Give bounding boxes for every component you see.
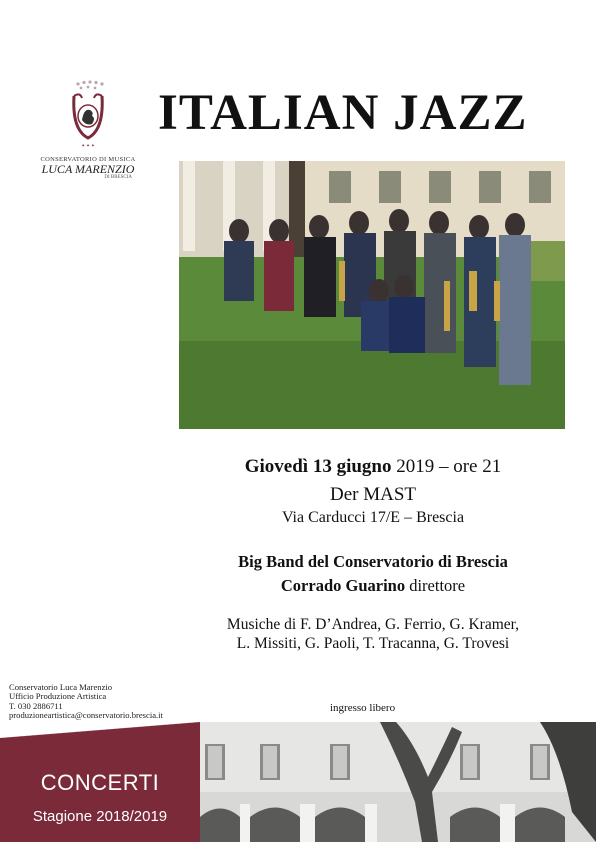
admission-note: ingresso libero [330,702,396,714]
director-role: direttore [405,576,466,595]
contact-org: Conservatorio Luca Marenzio [9,682,113,692]
logo-subtitle: CONSERVATORIO DI MUSICA [40,156,136,163]
season-banner [0,738,200,842]
event-year-time: 2019 – ore 21 [391,456,502,477]
director-line [180,576,566,596]
contact-office: Ufficio Produzione Artistica [9,691,107,702]
band-name: Big Band del Conservatorio di Brescia [238,552,508,571]
composers-line-2: L. Missiti, G. Paoli, T. Tracanna, G. Trovesi [236,635,510,652]
banner-season: Stagione 2018/2019 [32,808,168,825]
contact-email: produzioneartistica@conservatorio.brescia.it [9,710,163,721]
composers-line-1: Musiche di F. D’Andrea, G. Ferrio, G. Kramer, [226,616,520,633]
logo-city: DI BRESCIA [104,175,132,180]
banner-title: CONCERTI [40,770,160,795]
lyre-crest-icon [64,80,112,152]
event-venue: Der MAST [329,484,417,505]
logo-name: LUCA MARENZIO [41,162,135,176]
cloister-photo [200,722,596,842]
event-date [180,456,566,478]
conservatory-logo [36,80,140,180]
event-day: Giovedì 13 giugno [244,456,392,477]
poster-title: ITALIAN JAZZ [158,85,528,141]
svg-text:✦ ✦ ✦: ✦ ✦ ✦ [81,143,95,148]
banner-diagonal [0,722,200,738]
event-address: Via Carducci 17/E – Brescia [281,509,465,526]
director-name: Corrado Guarino [280,576,406,595]
contact-phone: T. 030 2886711 [9,700,63,711]
band-photo [179,161,565,429]
